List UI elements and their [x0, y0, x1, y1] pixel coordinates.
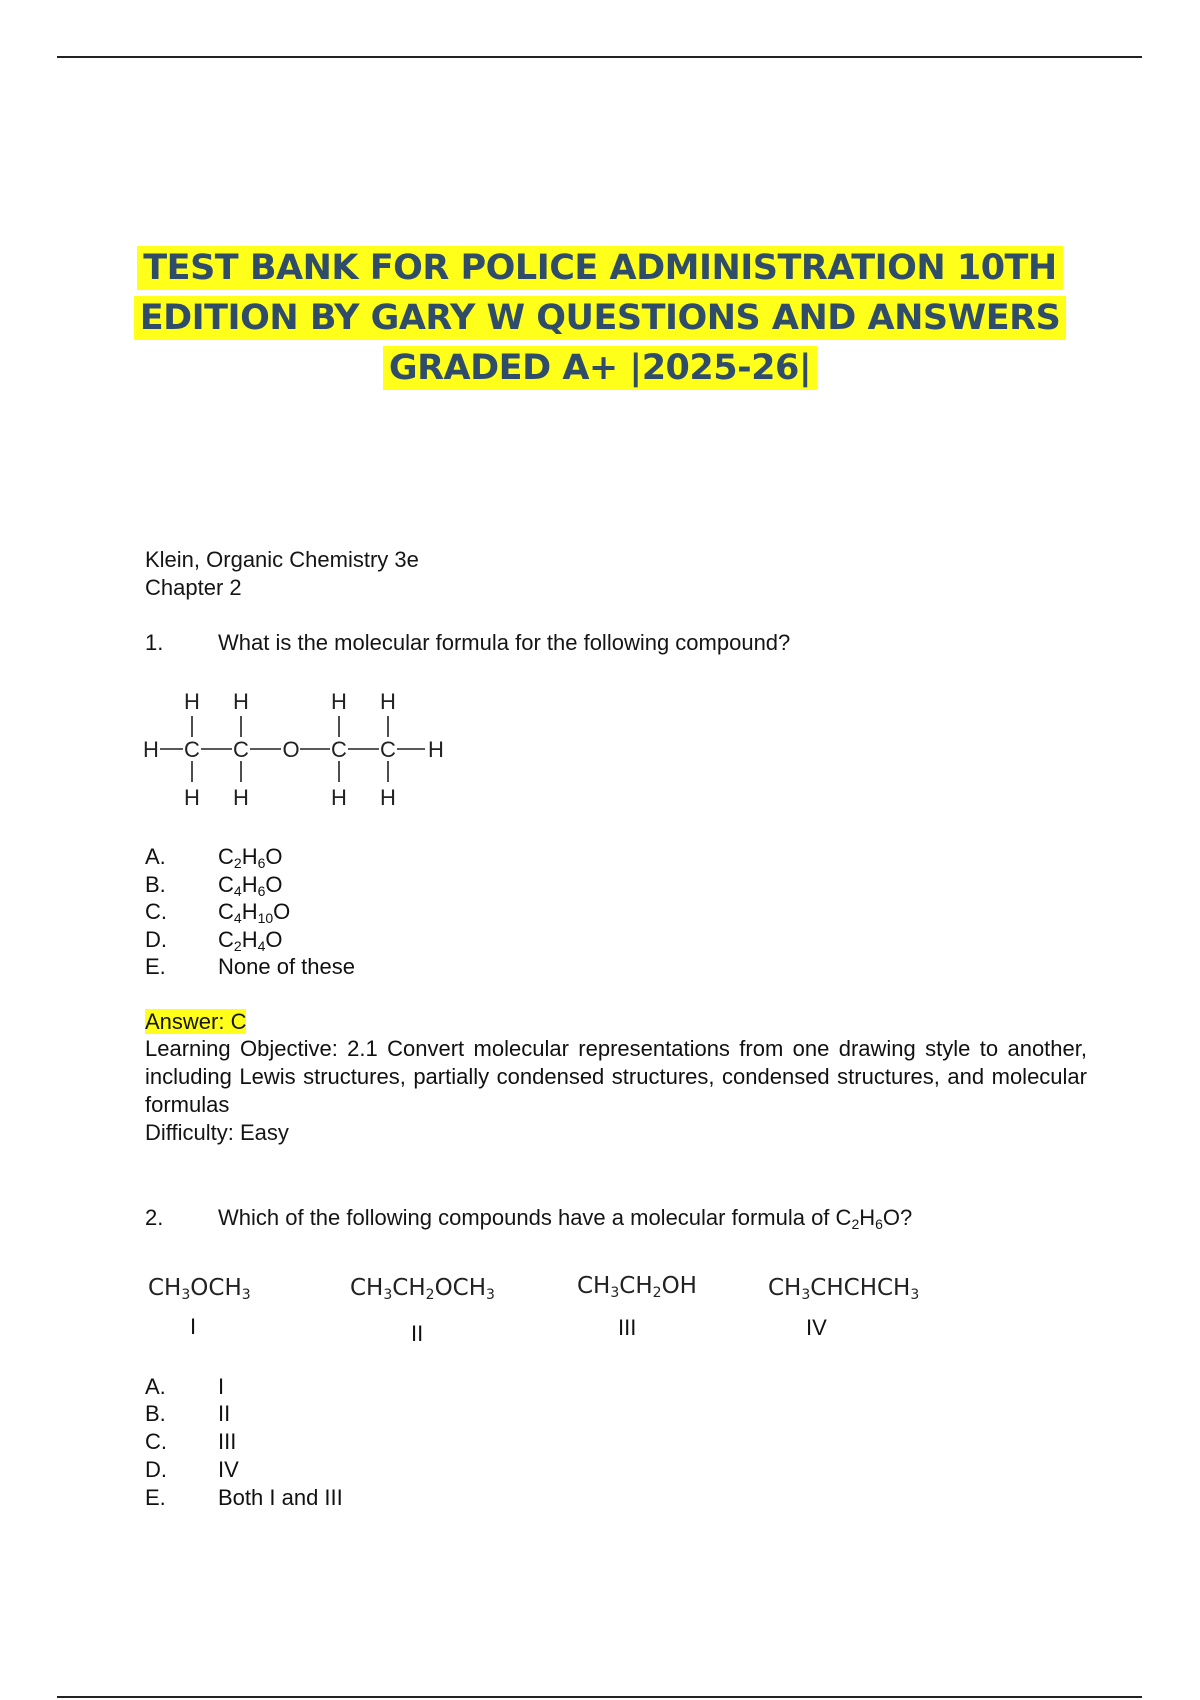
- compound-i-formula: $CH_3OCH_3$: [148, 1275, 251, 1303]
- atom-c: C: [233, 737, 249, 762]
- q2-question: Which of the following compounds have a molecular formula of $C_2H_6O$?: [218, 1205, 913, 1232]
- q1-option-letter: A.: [145, 844, 166, 869]
- atom-h: H: [233, 689, 249, 714]
- q1-difficulty: Difficulty: Easy: [145, 1120, 289, 1145]
- title-line-2: EDITION BY GARY W QUESTIONS AND ANSWERS: [134, 296, 1067, 340]
- q2-option-b: II: [218, 1401, 231, 1426]
- q1-question: What is the molecular formula for the following compound?: [218, 630, 791, 655]
- q1-option-e: None of these: [218, 954, 355, 979]
- document-title: [0, 243, 1200, 393]
- q1-option-b: $C_4H_6O$: [218, 872, 283, 899]
- atom-h: H: [428, 737, 444, 762]
- q1-option-letter: C.: [145, 899, 167, 924]
- q2-option-e: Both I and III: [218, 1485, 343, 1510]
- q1-option-letter: D.: [145, 927, 167, 952]
- atom-h: H: [184, 689, 200, 714]
- q2-option-letter: C.: [145, 1429, 167, 1454]
- q2-option-letter: B.: [145, 1401, 166, 1426]
- atom-c: C: [331, 737, 347, 762]
- q2-option-c: III: [218, 1429, 237, 1454]
- q1-option-c: $C_4H_{10}O$: [218, 899, 291, 926]
- atom-h: H: [331, 785, 347, 810]
- atom-h: H: [380, 689, 396, 714]
- chapter-label: Chapter 2: [145, 575, 242, 600]
- atom-c: C: [184, 737, 200, 762]
- compound-iii-formula: $CH_3CH_2OH$: [577, 1273, 697, 1301]
- q2-option-d: IV: [218, 1457, 239, 1482]
- atom-h: H: [184, 785, 200, 810]
- q1-number: 1.: [145, 630, 164, 655]
- q1-learning-objective: Learning Objective: 2.1 Convert molecular representations from one drawing style to another, including Lewis structures, partially condensed structures, condensed structures, and molecular formulas: [145, 1036, 1087, 1117]
- atom-h: H: [143, 737, 159, 762]
- q1-answer: Answer: C: [145, 1009, 247, 1034]
- title-line-3: GRADED A+ |2025-26|: [383, 346, 817, 390]
- top-rule: [57, 56, 1142, 58]
- atom-h: H: [380, 785, 396, 810]
- q2-option-letter: D.: [145, 1457, 167, 1482]
- compound-iv-label: IV: [806, 1315, 827, 1340]
- q1-structure-diagram: [140, 683, 470, 813]
- q1-option-d: $C_2H_4O$: [218, 927, 283, 954]
- q2-option-a: I: [218, 1374, 225, 1399]
- atom-h: H: [233, 785, 249, 810]
- q1-option-letter: B.: [145, 872, 166, 897]
- q1-option-letter: E.: [145, 954, 166, 979]
- q2-number: 2.: [145, 1205, 164, 1230]
- compound-ii-label: II: [411, 1321, 424, 1346]
- title-line-1: TEST BANK FOR POLICE ADMINISTRATION 10TH: [137, 246, 1062, 290]
- atom-h: H: [331, 689, 347, 714]
- compound-ii-formula: $CH_3CH_2OCH_3$: [350, 1275, 495, 1303]
- q1-option-a: $C_2H_6O$: [218, 844, 283, 871]
- compound-iv-formula: $CH_3CHCHCH_3$: [768, 1275, 920, 1303]
- atom-o: O: [282, 737, 300, 762]
- atom-c: C: [380, 737, 396, 762]
- book-title: Klein, Organic Chemistry 3e: [145, 547, 419, 572]
- compound-i-label: I: [190, 1314, 197, 1339]
- bottom-rule: [57, 1696, 1142, 1698]
- q2-option-letter: A.: [145, 1374, 166, 1399]
- compound-iii-label: III: [618, 1315, 637, 1340]
- q2-option-letter: E.: [145, 1485, 166, 1510]
